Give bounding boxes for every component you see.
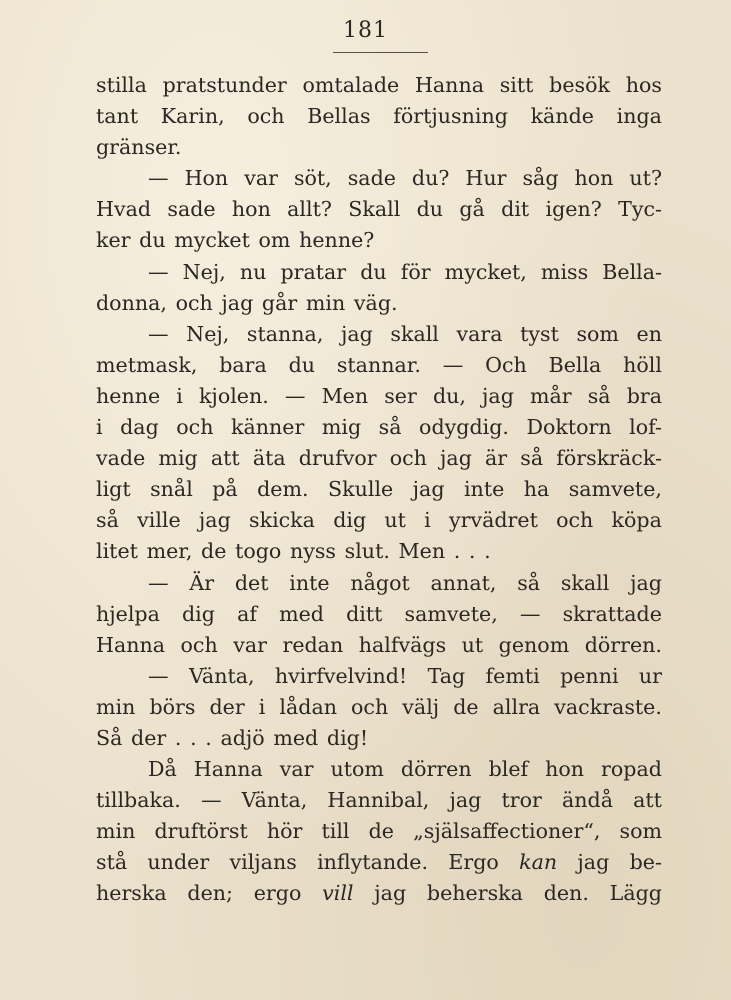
word: sade <box>347 166 396 191</box>
word: tror <box>501 788 542 813</box>
text-line <box>96 692 662 723</box>
word: och <box>175 290 213 315</box>
word: . <box>468 539 476 564</box>
word: med <box>273 725 319 750</box>
word: stanna, <box>246 321 324 346</box>
word: förtjusning <box>393 104 508 129</box>
word: under <box>147 850 210 875</box>
word: du <box>416 197 444 222</box>
word: skrattade <box>562 601 662 626</box>
word: dem. <box>257 477 309 502</box>
word: — <box>148 663 169 688</box>
word: i <box>96 415 103 440</box>
word: min <box>96 694 136 719</box>
word: gränser. <box>96 135 182 160</box>
text-line <box>96 785 662 816</box>
word: samvete, <box>404 601 498 626</box>
word: jag <box>630 570 662 595</box>
word: de <box>201 539 227 564</box>
word: Men <box>321 383 369 408</box>
text-line <box>96 599 662 630</box>
word: — <box>148 321 169 346</box>
word: Hur <box>465 166 507 191</box>
word: hjelpa <box>96 601 160 626</box>
word: mer, <box>146 539 193 564</box>
word: Tag <box>427 663 466 688</box>
word: jag <box>374 881 407 906</box>
word: som <box>619 819 662 844</box>
word: var <box>279 757 314 782</box>
word: ergo <box>253 881 302 906</box>
word: och <box>389 446 427 471</box>
text-line <box>96 70 662 101</box>
word: hon <box>545 757 585 782</box>
word: inte <box>289 570 330 595</box>
word: lof- <box>629 415 662 440</box>
word: . <box>205 725 212 750</box>
word: herska <box>96 881 167 906</box>
word: „själsaffectioner“, <box>413 819 601 844</box>
word: dig <box>182 601 215 626</box>
word: Hanna <box>96 632 166 657</box>
word: hör <box>266 819 303 844</box>
word: dörren <box>400 757 472 782</box>
text-line <box>96 630 662 661</box>
word: af <box>237 601 257 626</box>
text-line <box>96 443 662 474</box>
word: inga <box>616 104 662 129</box>
word: penni <box>560 663 619 688</box>
word: der <box>209 694 245 719</box>
word: Lägg <box>609 881 662 906</box>
word: Ergo <box>448 850 499 875</box>
word: — <box>148 166 169 191</box>
word: höll <box>623 352 662 377</box>
word: — <box>148 259 169 284</box>
text-line <box>96 816 662 847</box>
word: äta <box>252 446 286 471</box>
text-line <box>96 536 662 567</box>
word: så <box>520 446 544 471</box>
word: miss <box>540 259 589 284</box>
word: Karin, <box>160 104 225 129</box>
text-line <box>96 474 662 505</box>
header-rule <box>333 52 428 53</box>
word: kände <box>530 104 594 129</box>
word: igen? <box>545 197 602 222</box>
word: på <box>212 477 238 502</box>
word: skall <box>560 570 610 595</box>
word: du? <box>411 166 450 191</box>
text-line <box>96 257 662 288</box>
text-line <box>96 225 662 256</box>
text-line <box>96 505 662 536</box>
word: blef <box>488 757 529 782</box>
word: du <box>139 228 166 253</box>
word: be- <box>629 850 662 875</box>
word: du <box>360 259 387 284</box>
text-line <box>96 381 662 412</box>
word: . <box>453 539 461 564</box>
word: pratar <box>280 259 347 284</box>
word: dörren. <box>584 632 662 657</box>
word: viljans <box>229 850 297 875</box>
word: vill <box>322 881 354 906</box>
word: Bellas <box>307 104 371 129</box>
word: om <box>258 228 291 253</box>
text-line <box>96 847 662 878</box>
word: gå <box>459 197 485 222</box>
text-line <box>96 754 662 785</box>
word: söt, <box>293 166 332 191</box>
word: min <box>96 819 136 844</box>
word: ligt <box>96 477 131 502</box>
word: — <box>148 570 169 595</box>
body-text <box>96 70 662 910</box>
word: och <box>351 694 389 719</box>
word: . <box>484 539 491 564</box>
word: väg. <box>353 290 398 315</box>
word: Är <box>189 570 215 595</box>
word: tant <box>96 104 139 129</box>
word: snål <box>150 477 193 502</box>
word: de <box>453 694 479 719</box>
word: som <box>576 321 619 346</box>
word: besök <box>549 73 610 97</box>
word: i <box>424 508 431 533</box>
word: lådan <box>279 694 337 719</box>
word: genom <box>498 632 570 657</box>
text-line <box>96 723 662 754</box>
word: jag <box>198 508 231 533</box>
word: vackraste. <box>554 694 662 719</box>
word: ropad <box>601 757 662 782</box>
text-line <box>96 132 662 163</box>
text-line <box>96 350 662 381</box>
word: så <box>378 415 402 440</box>
word: vade <box>96 446 146 471</box>
word: mår <box>529 383 572 408</box>
word: jag <box>577 850 610 875</box>
word: Men <box>398 539 446 564</box>
text-line <box>96 194 662 225</box>
word: Hon <box>184 166 229 191</box>
word: och <box>176 415 214 440</box>
word: Tyc- <box>618 197 662 222</box>
word: henne? <box>299 228 375 253</box>
word: något <box>350 570 410 595</box>
word: halfvägs <box>358 632 447 657</box>
word: allra <box>492 694 541 719</box>
text-line <box>96 661 662 692</box>
word: sitt <box>499 73 534 97</box>
word: för <box>400 259 431 284</box>
word: ut? <box>629 166 662 191</box>
word: stå <box>96 850 128 875</box>
word: sade <box>167 197 216 222</box>
word: . <box>174 725 182 750</box>
word: så <box>96 508 119 533</box>
word: femti <box>485 663 540 688</box>
word: Bella <box>548 352 602 377</box>
word: slut. <box>344 539 390 564</box>
word: en <box>636 321 662 346</box>
word: ser <box>384 383 417 408</box>
word: skicka <box>249 508 315 533</box>
word: dit <box>501 197 530 222</box>
word: dag <box>120 415 159 440</box>
word: de <box>368 819 394 844</box>
word: Då <box>148 757 177 782</box>
word: Vänta, <box>188 663 255 688</box>
word: inte <box>463 477 505 502</box>
word: mig <box>158 446 198 471</box>
word: odygdig. <box>419 415 509 440</box>
word: utom <box>330 757 384 782</box>
word: i <box>176 383 183 408</box>
word: tillbaka. <box>96 788 181 813</box>
word: kan <box>519 850 558 875</box>
word: der <box>131 725 167 750</box>
word: ha <box>523 477 550 502</box>
word: henne <box>96 383 161 408</box>
word: stilla <box>96 73 147 97</box>
word: drufvor <box>298 446 377 471</box>
word: tyst <box>520 321 559 346</box>
word: med <box>279 601 324 626</box>
text-line <box>96 412 662 443</box>
word: hvirfvelvind! <box>274 663 408 688</box>
word: . <box>190 725 197 750</box>
word: togo <box>235 539 282 564</box>
word: ändå <box>561 788 613 813</box>
word: yrvädret <box>448 508 538 533</box>
word: och <box>247 104 285 129</box>
word: bra <box>626 383 662 408</box>
word: stannar. <box>336 352 421 377</box>
word: jag <box>221 290 254 315</box>
word: Vänta, <box>241 788 308 813</box>
word: du, <box>432 383 466 408</box>
word: inflytande. <box>317 850 429 875</box>
word: känner <box>231 415 305 440</box>
word: köpa <box>611 508 662 533</box>
word: var <box>244 166 278 191</box>
word: jag <box>412 477 445 502</box>
word: du <box>288 352 316 377</box>
word: kjolen. <box>198 383 269 408</box>
word: förskräck- <box>556 446 662 471</box>
word: donna, <box>96 290 167 315</box>
word: Hvad <box>96 197 152 222</box>
word: Och <box>485 352 527 377</box>
word: jag <box>449 788 482 813</box>
word: — <box>442 352 464 377</box>
word: välj <box>402 694 440 719</box>
word: ut <box>384 508 406 533</box>
word: adjö <box>220 725 265 750</box>
word: så <box>587 383 611 408</box>
word: ur <box>638 663 662 688</box>
word: ville <box>137 508 181 533</box>
word: nu <box>239 259 267 284</box>
word: Hanna <box>414 73 484 97</box>
text-line <box>96 878 662 909</box>
word: hon <box>574 166 614 191</box>
word: jag <box>340 321 373 346</box>
word: allt? <box>287 197 332 222</box>
word: bara <box>219 352 267 377</box>
word: ker <box>96 228 131 253</box>
word: ditt <box>346 601 383 626</box>
word: ut <box>461 632 484 657</box>
word: den; <box>187 881 233 906</box>
word: den. <box>543 881 589 906</box>
word: hon <box>231 197 271 222</box>
text-line <box>96 101 662 132</box>
word: Hannibal, <box>327 788 430 813</box>
text-line <box>96 319 662 350</box>
word: annat, <box>430 570 497 595</box>
word: går <box>261 290 298 315</box>
word: — <box>200 788 222 813</box>
word: och <box>180 632 218 657</box>
word: Skulle <box>328 477 394 502</box>
word: jag <box>440 446 472 471</box>
word: hos <box>625 73 662 97</box>
word: mycket <box>174 228 250 253</box>
word: så <box>517 570 541 595</box>
word: — <box>284 383 306 408</box>
word: Skall <box>348 197 401 222</box>
word: beherska <box>426 881 523 906</box>
word: till <box>321 819 350 844</box>
word: metmask, <box>96 352 198 377</box>
text-line <box>96 568 662 599</box>
word: nyss <box>289 539 337 564</box>
word: litet <box>96 539 138 564</box>
word: min <box>305 290 346 315</box>
word: mycket, <box>444 259 527 284</box>
word: omtalade <box>302 73 400 97</box>
word: jag <box>482 383 514 408</box>
word: Nej, <box>182 259 226 284</box>
word: Nej, <box>186 321 230 346</box>
word: att <box>633 788 662 813</box>
word: såg <box>522 166 559 191</box>
text-line <box>96 163 662 194</box>
text-line <box>96 288 662 319</box>
word: Hanna <box>193 757 263 782</box>
word: är <box>485 446 508 471</box>
word: Så <box>96 725 123 750</box>
word: samvete, <box>568 477 662 502</box>
word: redan <box>282 632 344 657</box>
word: — <box>519 601 541 626</box>
word: Doktorn <box>526 415 612 440</box>
word: dig! <box>326 725 369 750</box>
word: skall <box>390 321 439 346</box>
page-number: 181 <box>343 18 388 43</box>
word: mig <box>321 415 362 440</box>
word: var <box>233 632 267 657</box>
word: börs <box>149 694 196 719</box>
word: att <box>210 446 240 471</box>
word: pratstunder <box>162 73 287 97</box>
word: och <box>556 508 594 533</box>
word: vara <box>456 321 503 346</box>
word: Bella- <box>602 259 662 284</box>
word: det <box>234 570 269 595</box>
word: dig <box>333 508 367 533</box>
word: i <box>258 694 266 719</box>
word: druftörst <box>154 819 248 844</box>
